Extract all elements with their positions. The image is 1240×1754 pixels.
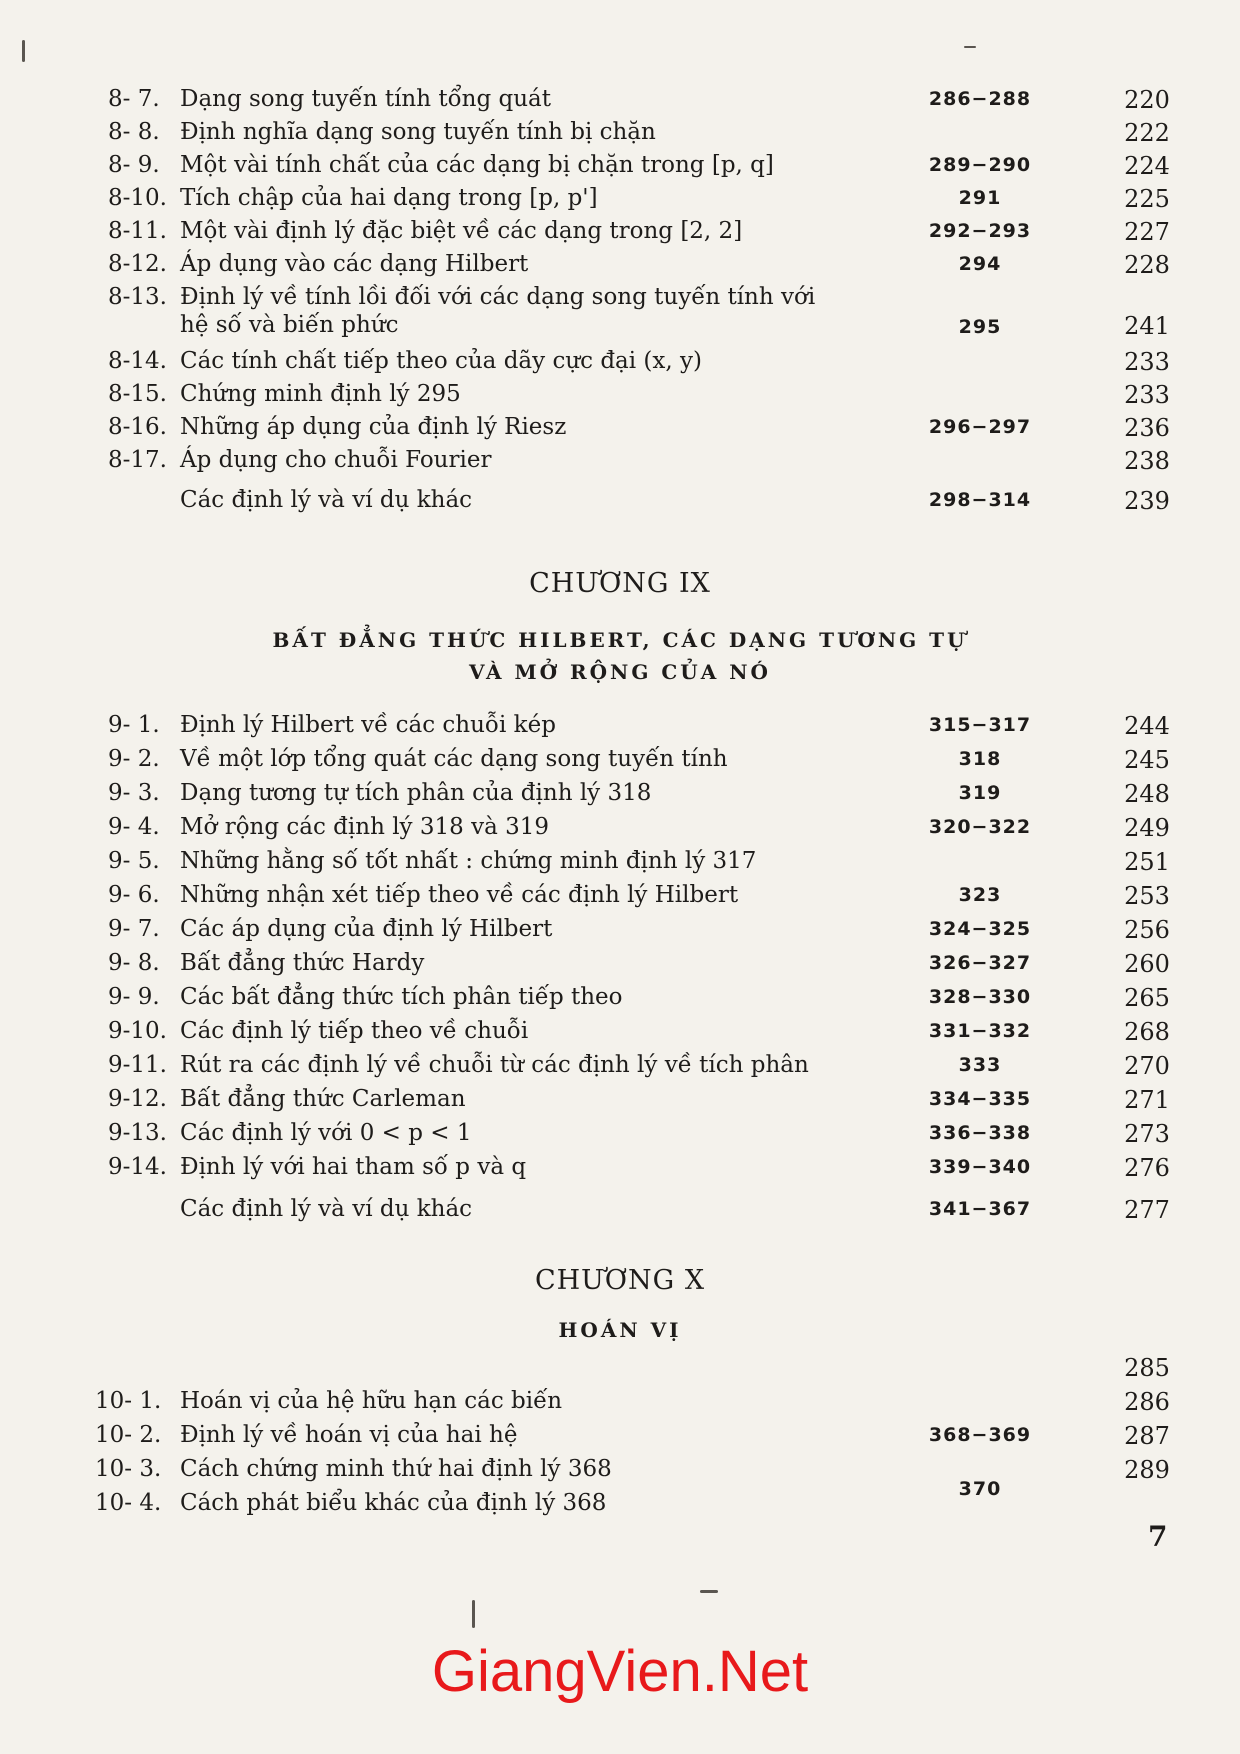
toc-row [0,916,1240,950]
toc-page: 251 [1124,848,1170,876]
toc-number: 10- 2. [95,1422,162,1448]
toc-row [0,814,1240,848]
toc-title: Các áp dụng của định lý Hilbert [180,916,553,942]
toc-theorems: 291 [958,187,1002,209]
toc-row [0,185,1240,219]
toc-page: 265 [1124,984,1170,1012]
toc-theorems: 326−327 [928,952,1032,974]
toc-row [0,1478,1240,1524]
toc-theorems: 315−317 [928,714,1032,736]
toc-row [0,1354,1240,1388]
toc-number: 9- 7. [108,916,160,942]
toc-number: 9-11. [108,1052,167,1078]
toc-number: 10- 4. [95,1490,162,1516]
toc-title: Chứng minh định lý 295 [180,381,461,407]
toc-row [0,1052,1240,1086]
toc-row [0,487,1240,521]
toc-page: 225 [1124,185,1170,213]
toc-title: Các tính chất tiếp theo của dãy cực đại (x, y) [180,348,702,374]
toc-theorems: 292−293 [928,220,1032,242]
toc-number: 9- 8. [108,950,160,976]
page-number: 7 [1148,1520,1168,1553]
toc-page: 289 [1124,1456,1170,1484]
toc-title: Cách phát biểu khác của định lý 368 [180,1490,607,1516]
toc-row [0,1154,1240,1188]
toc-number: 8-11. [108,218,167,244]
toc-number: 8-13. [108,284,167,310]
toc-row [0,348,1240,382]
toc-theorems: 341−367 [928,1198,1032,1220]
chapter-9-title-line1: BẤT ĐẲNG THỨC HILBERT, CÁC DẠNG TƯƠNG TỰ [272,628,968,652]
toc-title: Bất đẳng thức Carleman [180,1086,466,1112]
toc-number: 9- 2. [108,746,160,772]
toc-number: 9-14. [108,1154,167,1180]
toc-theorems: 289−290 [928,154,1032,176]
toc-page: 270 [1124,1052,1170,1080]
toc-title: Dạng tương tự tích phân của định lý 318 [180,780,652,806]
toc-page: 249 [1124,814,1170,842]
toc-theorems: 331−332 [928,1020,1032,1042]
toc-title: Dạng song tuyến tính tổng quát [180,86,552,112]
toc-page: 256 [1124,916,1170,944]
toc-title: Định lý với hai tham số p và q [180,1154,527,1180]
toc-row [0,119,1240,153]
toc-number: 8-17. [108,447,167,473]
toc-row [0,882,1240,916]
toc-theorems: 320−322 [928,816,1032,838]
toc-theorems: 298−314 [928,489,1032,511]
toc-number: 9- 6. [108,882,160,908]
chapter-10-heading: CHƯƠNG X [534,1265,706,1296]
toc-theorems: 319 [958,782,1002,804]
toc-row [0,1018,1240,1052]
toc-number: 10- 3. [95,1456,162,1482]
toc-number: 8- 7. [108,86,160,112]
toc-page: 233 [1124,381,1170,409]
toc-title: Về một lớp tổng quát các dạng song tuyến tính [180,746,728,772]
toc-row [0,1422,1240,1456]
toc-number: 9- 1. [108,712,160,738]
toc-page: 273 [1124,1120,1170,1148]
toc-title: Những hằng số tốt nhất : chứng minh định lý 317 [180,848,757,874]
toc-row [0,1196,1240,1230]
toc-number: 9-12. [108,1086,167,1112]
toc-theorems: 318 [958,748,1002,770]
toc-title: Các định lý và ví dụ khác [180,487,473,513]
toc-number: 8- 8. [108,119,160,145]
toc-title: Một vài định lý đặc biệt về các dạng trong [2, 2] [180,218,743,244]
toc-number: 8-12. [108,251,167,277]
toc-row [0,1388,1240,1422]
toc-page: 286 [1124,1388,1170,1416]
toc-title: Bất đẳng thức Hardy [180,950,425,976]
toc-page: 222 [1124,119,1170,147]
scan-speck [700,1590,718,1593]
toc-theorems: 333 [958,1054,1002,1076]
toc-row [0,712,1240,746]
toc-title: Một vài tính chất của các dạng bị chặn trong [p, q] [180,152,774,178]
toc-theorems: 323 [958,884,1002,906]
toc-title: Các bất đẳng thức tích phân tiếp theo [180,984,623,1010]
toc-row [0,1456,1240,1490]
toc-row [0,1120,1240,1154]
toc-number: 9-13. [108,1120,167,1146]
toc-page: 260 [1124,950,1170,978]
toc-number: 9- 9. [108,984,160,1010]
toc-title: Mở rộng các định lý 318 và 319 [180,814,549,840]
toc-title: Áp dụng cho chuỗi Fourier [180,447,492,473]
toc-row [0,251,1240,285]
scan-speck [472,1600,475,1628]
toc-title: Định lý Hilbert về các chuỗi kép [180,712,556,738]
scan-speck [964,46,976,48]
toc-theorems: 334−335 [928,1088,1032,1110]
toc-theorems: 339−340 [928,1156,1032,1178]
toc-number: 8-16. [108,414,167,440]
toc-number: 9- 5. [108,848,160,874]
toc-page: 248 [1124,780,1170,808]
toc-number: 9- 4. [108,814,160,840]
toc-number: 10- 1. [95,1388,162,1414]
toc-page: 241 [1124,312,1170,340]
toc-row [0,284,1240,346]
toc-theorems: 368−369 [928,1424,1032,1446]
toc-page: 276 [1124,1154,1170,1182]
toc-page: 271 [1124,1086,1170,1114]
toc-theorems: 295 [958,316,1002,338]
toc-title: Định nghĩa dạng song tuyến tính bị chặn [180,119,656,145]
toc-title: Tích chập của hai dạng trong [p, p'] [180,185,598,211]
toc-theorems: 324−325 [928,918,1032,940]
toc-page: 287 [1124,1422,1170,1450]
toc-theorems: 328−330 [928,986,1032,1008]
toc-page: 238 [1124,447,1170,475]
toc-page: 233 [1124,348,1170,376]
toc-title-continued: hệ số và biến phức [180,312,399,338]
toc-theorems: 294 [958,253,1002,275]
toc-title: Các định lý và ví dụ khác [180,1196,473,1222]
toc-number: 9- 3. [108,780,160,806]
toc-page: 244 [1124,712,1170,740]
toc-row [0,447,1240,481]
toc-theorems: 286−288 [928,88,1032,110]
toc-theorems: 296−297 [928,416,1032,438]
toc-page: 268 [1124,1018,1170,1046]
toc-number: 9-10. [108,1018,167,1044]
toc-title: Áp dụng vào các dạng Hilbert [180,251,529,277]
toc-number: 8- 9. [108,152,160,178]
toc-title: Những áp dụng của định lý Riesz [180,414,567,440]
toc-row [0,780,1240,814]
toc-page: 220 [1124,86,1170,114]
toc-number: 8-14. [108,348,167,374]
chapter-10-title: HOÁN VỊ [558,1318,682,1342]
watermark: GiangVien.Net [431,1639,809,1704]
toc-page: 224 [1124,152,1170,180]
toc-row [0,218,1240,252]
toc-row [0,86,1240,120]
toc-title: Hoán vị của hệ hữu hạn các biến [180,1388,563,1414]
toc-page: 277 [1124,1196,1170,1224]
toc-row [0,414,1240,448]
toc-row [0,381,1240,415]
toc-title: Các định lý tiếp theo về chuỗi [180,1018,529,1044]
toc-row [0,848,1240,882]
chapter-9-heading: CHƯƠNG IX [529,568,711,599]
chapter-9-title-line2: VÀ MỞ RỘNG CỦA NÓ [469,660,771,684]
toc-title: Định lý về tính lồi đối với các dạng song tuyến tính với [180,284,816,310]
toc-number: 8-10. [108,185,167,211]
toc-page: 285 [1124,1354,1170,1382]
toc-title: Những nhận xét tiếp theo về các định lý Hilbert [180,882,739,908]
toc-page: 236 [1124,414,1170,442]
scan-speck [22,40,25,62]
toc-number: 8-15. [108,381,167,407]
toc-title: Rút ra các định lý về chuỗi từ các định lý về tích phân [180,1052,809,1078]
toc-row [0,746,1240,780]
toc-row [0,152,1240,186]
toc-row [0,1086,1240,1120]
toc-page: 228 [1124,251,1170,279]
toc-title: Các định lý với 0 < p < 1 [180,1120,472,1146]
toc-title: Cách chứng minh thứ hai định lý 368 [180,1456,612,1482]
toc-row [0,984,1240,1018]
toc-page: 253 [1124,882,1170,910]
toc-row [0,950,1240,984]
toc-page: 227 [1124,218,1170,246]
toc-theorems: 336−338 [928,1122,1032,1144]
toc-page: 245 [1124,746,1170,774]
toc-page: 239 [1124,487,1170,515]
toc-title: Định lý về hoán vị của hai hệ [180,1422,518,1448]
toc-theorems: 370 [958,1478,1002,1500]
